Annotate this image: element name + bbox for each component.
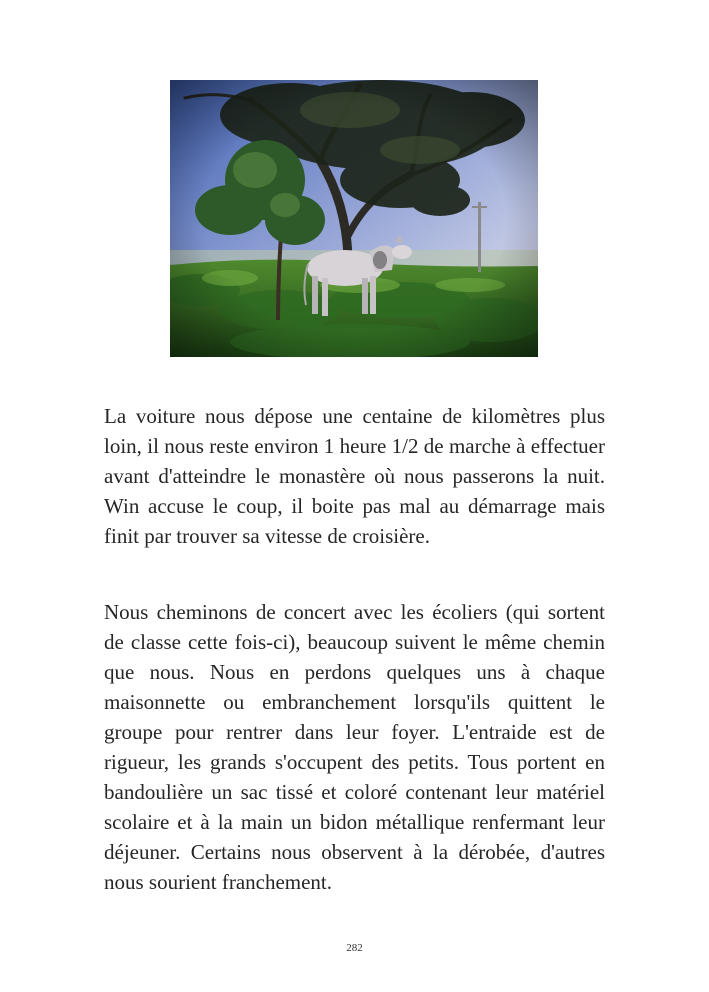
paragraph-2: Nous cheminons de concert avec les écoliers (qui sortent de classe cette fois-ci), beaucoup suivent le même chemin que nous. Nous en perdons quelques uns à chaque maisonnette ou embranchement lorsqu'ils quittent le groupe pour rentrer dans leur foyer. L'entraide est de rigueur, les grands s'occupent des petits. Tous portent en bandoulière un sac tissé et coloré contenant leur matériel scolaire et à la main un bidon métallique renfermant leur déjeuner. Certains nous observent à la dérobée, d'autres nous sourient franchement. [104, 600, 605, 894]
page-number: 282 [346, 942, 363, 954]
photo-illustration [170, 80, 538, 357]
paragraph-1: La voiture nous dépose une centaine de kilomètres plus loin, il nous reste environ 1 heure 1/2 de marche à effectuer avant d'atteindre le monastère où nous passerons la nuit. Win accuse le coup, il boite pas mal au démarrage mais finit par trouver sa vitesse de croisière. [104, 404, 605, 548]
cow-under-tree-photo [170, 80, 538, 357]
